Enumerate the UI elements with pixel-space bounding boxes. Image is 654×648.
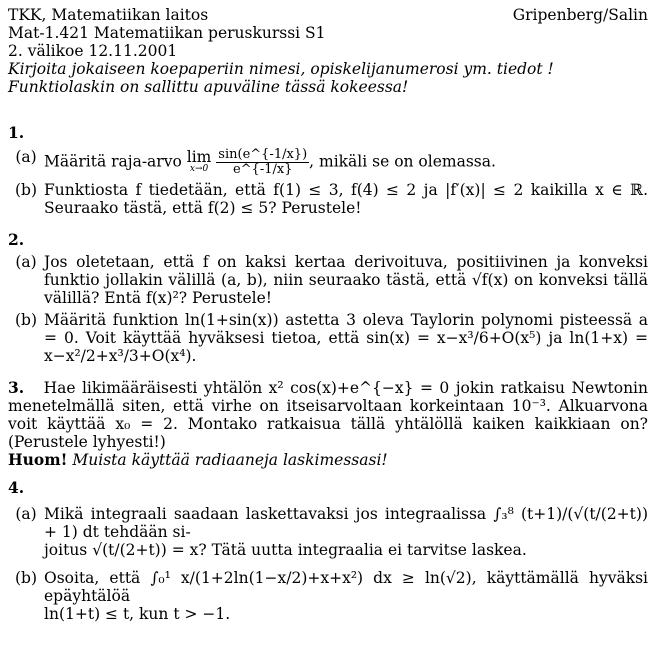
- q1b-label: (b): [14, 181, 38, 199]
- q2b-text: Määritä funktion ln(1+sin(x)) astetta 3 oleva Taylorin polynomi pisteessä a = 0. Voit käyttää hyväksesi tietoa, että sin(x) = x−x³/6+O(x⁵) ja ln(1+x) = x−x²/2+x³/3+O(x⁴).: [44, 311, 648, 365]
- q4b-label: (b): [14, 569, 38, 587]
- q4a-text2: joitus √(t/(2+t)) = x? Tätä uutta integraalia ei tarvitse laskea.: [44, 541, 527, 559]
- q3-note-bold: Huom!: [8, 450, 68, 469]
- instruction-1: Kirjoita jokaiseen koepaperiin nimesi, opiskelijanumerosi ym. tiedot !: [8, 60, 554, 78]
- q2a-label: (a): [15, 253, 37, 271]
- q4b: [8, 569, 648, 623]
- q1a-pre: Määritä raja-arvo: [44, 152, 182, 171]
- q1a-den: e^{-1/x}: [232, 162, 293, 177]
- q1a-post: , mikäli se on olemassa.: [309, 152, 496, 171]
- q4a-text1: Mikä integraali saadaan laskettavaksi jos integraalissa ∫₃⁸ (t+1)/(√(t/(2+t)) + 1) dt tehdään si-: [44, 505, 648, 541]
- q2-number: 2.: [8, 230, 25, 249]
- q1b-text: Funktiosta f tiedetään, että f(1) ≤ 3, f(4) ≤ 2 ja |f′(x)| ≤ 2 kaikilla x ∈ ℝ. Seuraako tästä, että f(2) ≤ 5? Perustele!: [44, 181, 648, 217]
- header-row: [8, 6, 648, 24]
- q1b: [8, 181, 648, 217]
- q1a: [8, 148, 648, 177]
- q4a: [8, 505, 648, 559]
- q2b-label: (b): [14, 311, 38, 329]
- q3: [8, 379, 648, 451]
- q3-note-italic: Muista käyttää radiaaneja laskimessasi!: [72, 451, 388, 469]
- q2b: [8, 311, 648, 365]
- instruction-2: Funktiolaskin on sallittu apuväline tässä kokeessa!: [8, 78, 409, 96]
- exam-title: 2. välikoe 12.11.2001: [8, 42, 178, 60]
- course-title: Mat-1.421 Matematiikan peruskurssi S1: [8, 24, 326, 42]
- q1a-limsub: x→0: [189, 163, 209, 174]
- q3-note: [8, 451, 648, 469]
- q3-text: Hae likimääräisesti yhtälön x² cos(x)+e^{−x} = 0 jokin ratkaisu Newtonin menetelmällä siten, että virhe on itseisarvoltaan korkeintaan 10⁻³. Alkuarvona voit käyttää x₀ = 2. Montako ratkaisua tällä yhtälöllä kaiken kaikkiaan on? (Perustele lyhyesti!): [8, 379, 648, 451]
- exam-page: [8, 6, 648, 623]
- q4b-text1: Osoita, että ∫₀¹ x/(1+2ln(1−x/2)+x+x²) dx ≥ ln(√2), käyttämällä hyväksi epäyhtälöä: [44, 569, 648, 605]
- q4b-text2: ln(1+t) ≤ t, kun t > −1.: [44, 605, 231, 623]
- q3-number: 3.: [8, 378, 25, 397]
- q1a-num: sin(e^{-1/x}): [218, 147, 308, 162]
- q4a-label: (a): [15, 505, 37, 523]
- q1a-label: (a): [15, 148, 37, 166]
- q2a: [8, 253, 648, 307]
- authors: Gripenberg/Salin: [512, 6, 648, 24]
- institution: TKK, Matematiikan laitos: [8, 6, 209, 24]
- q2a-text: Jos oletetaan, että f on kaksi kertaa derivoituva, positiivinen ja konveksi funktio jollakin välillä (a, b), niin seuraako tästä, että √f(x) on konveksi tällä välillä? Entä f(x)²? Perustele!: [44, 253, 648, 307]
- q4-number: 4.: [8, 478, 25, 497]
- q1a-lim: lim: [186, 147, 212, 166]
- q1-number: 1.: [8, 123, 25, 142]
